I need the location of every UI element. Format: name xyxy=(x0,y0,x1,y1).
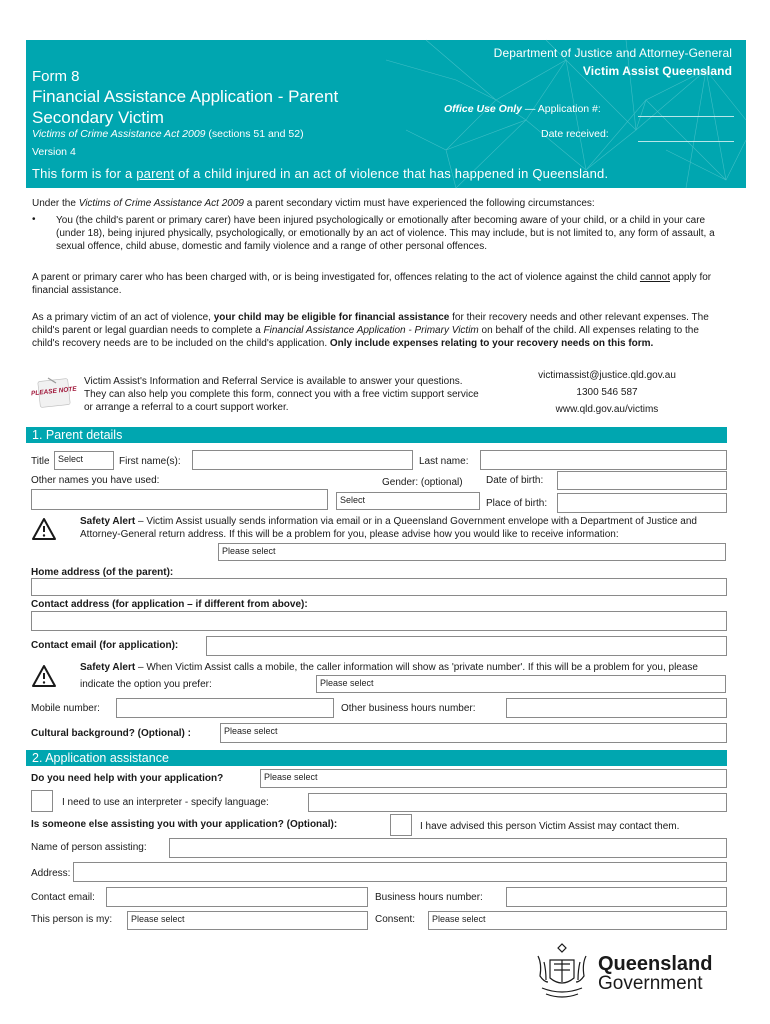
info-referral-text: Victim Assist's Information and Referral Service is available to answer your questions. They can also help you complete this form, connect you with a free victim support service or arrange a referral to a court support worker. xyxy=(84,376,479,413)
consent-label: Consent: xyxy=(375,914,416,925)
assistant-email-label: Contact email: xyxy=(31,892,95,903)
intro-paragraph-1: Under the Victims of Crime Assistance Act 2009 a parent secondary victim must have experienced the following circumstances: xyxy=(32,198,595,209)
this-person-label: This person is my: xyxy=(31,914,113,925)
warning-triangle-icon xyxy=(31,664,57,688)
business-hours-input[interactable] xyxy=(506,887,727,907)
contact-phone: 1300 546 587 xyxy=(576,387,638,398)
mobile-number-input[interactable] xyxy=(116,698,334,718)
form-number: Form 8 xyxy=(32,68,80,85)
last-name-input[interactable] xyxy=(480,450,727,470)
interpreter-checkbox[interactable] xyxy=(31,790,53,812)
receive-information-select[interactable]: Please select xyxy=(218,543,726,561)
business-hours-label: Business hours number: xyxy=(375,892,483,903)
other-names-label: Other names you have used: xyxy=(31,475,160,486)
interpreter-label: I need to use an interpreter - specify language: xyxy=(62,797,269,808)
application-number-line xyxy=(638,116,734,117)
safety-alert-mail-text: Safety Alert – Victim Assist usually sends information via email or in a Queensland Government envelope with a Department of Justice and Attorney-General return address. If this will be a problem for you, please advise how you would like to receive information: xyxy=(80,516,697,540)
last-name-label: Last name: xyxy=(419,456,469,467)
queensland-wordmark: Queensland xyxy=(598,953,713,975)
someone-assisting-label: Is someone else assisting you with your application? (Optional): xyxy=(31,819,338,830)
advised-person-checkbox[interactable] xyxy=(390,814,412,836)
contact-email-input[interactable] xyxy=(206,636,727,656)
please-note-icon xyxy=(30,378,78,408)
form-version: Version 4 xyxy=(32,146,76,158)
mobile-preference-select[interactable]: Please select xyxy=(316,675,726,693)
assistant-email-input[interactable] xyxy=(106,887,368,907)
cultural-background-label: Cultural background? (Optional) : xyxy=(31,728,191,739)
place-of-birth-label: Place of birth: xyxy=(486,498,548,509)
home-address-label: Home address (of the parent): xyxy=(31,567,174,578)
advised-person-label: I have advised this person Victim Assist may contact them. xyxy=(420,821,680,832)
assistant-address-label: Address: xyxy=(31,868,71,879)
other-business-hours-input[interactable] xyxy=(506,698,727,718)
home-address-input[interactable] xyxy=(31,578,727,596)
this-person-select[interactable]: Please select xyxy=(127,911,368,930)
form-purpose-banner: This form is for a parent of a child injured in an act of violence that has happened in Queensland. xyxy=(32,166,609,181)
date-of-birth-label: Date of birth: xyxy=(486,475,544,486)
other-names-input[interactable] xyxy=(31,489,328,510)
help-select[interactable]: Please select xyxy=(260,769,727,788)
department-name: Department of Justice and Attorney-General Victim Assist Queensland xyxy=(493,46,732,78)
contact-address-input[interactable] xyxy=(31,611,727,631)
title-select[interactable]: Select xyxy=(54,451,114,470)
contact-address-label: Contact address (for application – if different from above): xyxy=(31,599,308,610)
place-of-birth-input[interactable] xyxy=(557,493,727,513)
agency-name: Victim Assist Queensland xyxy=(582,64,732,78)
mobile-number-label: Mobile number: xyxy=(31,703,100,714)
name-assisting-label: Name of person assisting: xyxy=(31,842,147,853)
name-assisting-input[interactable] xyxy=(169,838,727,858)
date-of-birth-input[interactable] xyxy=(557,471,727,490)
office-use-application-label: Office Use Only — Application #: xyxy=(444,103,601,115)
intro-bullet-text: You (the child's parent or primary carer) have been injured psychologically or emotionally after becoming aware of your child, or a child in your care (under 18), being injured physically, psychologically, or emotionally by an act of violence. This may include, but is not limited to, any form of assault, a sexual offence, child abuse, domestic and family violence and a range of other personal offences. xyxy=(56,215,715,252)
section-1-header: 1. Parent details xyxy=(26,427,727,443)
other-business-hours-label: Other business hours number: xyxy=(341,703,476,714)
gender-label: Gender: (optional) xyxy=(382,477,463,488)
government-wordmark: Government xyxy=(598,973,703,994)
date-received-label: Date received: xyxy=(541,128,609,140)
title-label: Title xyxy=(31,456,50,467)
svg-text:PLEASE NOTE: PLEASE NOTE xyxy=(30,385,78,398)
form-header xyxy=(26,40,746,188)
form-title: Financial Assistance Application - Parent Secondary Victim xyxy=(32,87,339,127)
help-question-label: Do you need help with your application? xyxy=(31,773,224,784)
contact-website-link[interactable]: www.qld.gov.au/victims xyxy=(555,404,659,415)
section-2-header: 2. Application assistance xyxy=(26,750,727,766)
bullet-point: • xyxy=(32,214,36,225)
warning-triangle-icon xyxy=(31,517,57,541)
first-name-label: First name(s): xyxy=(119,456,181,467)
intro-paragraph-3: As a primary victim of an act of violence, your child may be eligible for financial assistance for their recovery needs and other relevant expenses. The child's parent or legal guardian needs to complete a Financial Assistance Application - Primary Victim on behalf of the child. All expenses relating to the child's recovery needs are to be included on the child's application. Only include expenses relating to your recovery needs on this form. xyxy=(32,312,709,349)
cultural-background-select[interactable]: Please select xyxy=(220,723,727,743)
act-reference: Victims of Crime Assistance Act 2009 (sections 51 and 52) xyxy=(32,128,304,140)
contact-email-link[interactable]: victimassist@justice.qld.gov.au xyxy=(538,370,676,381)
first-name-input[interactable] xyxy=(192,450,413,470)
date-received-line xyxy=(638,141,734,142)
assistant-address-input[interactable] xyxy=(73,862,727,882)
contact-email-label: Contact email (for application): xyxy=(31,640,179,651)
consent-select[interactable]: Please select xyxy=(428,911,727,930)
intro-paragraph-2: A parent or primary carer who has been charged with, or is being investigated for, offences relating to the act of violence against the child cannot apply for financial assistance. xyxy=(32,272,712,296)
interpreter-language-input[interactable] xyxy=(308,793,727,812)
gender-select[interactable]: Select xyxy=(336,492,480,510)
queensland-coat-of-arms-logo xyxy=(532,942,592,1004)
safety-alert-mobile-text: Safety Alert – When Victim Assist calls a mobile, the caller information will show as 'private number'. If this will be a problem for you, please indicate the option you prefer: xyxy=(80,662,698,690)
